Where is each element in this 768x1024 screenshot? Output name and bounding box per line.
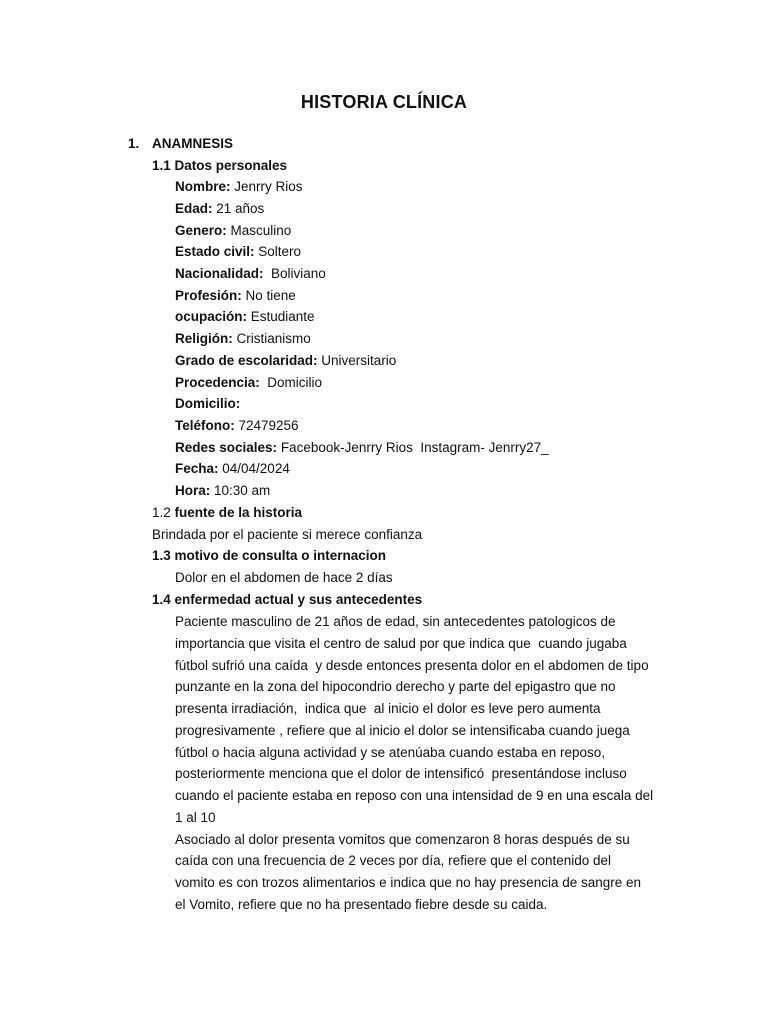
document-title: HISTORIA CLÍNICA xyxy=(300,92,468,112)
field-nacionalidad xyxy=(175,263,326,285)
enfermedad-paragraph xyxy=(175,611,675,916)
field-value: Jenrry Rios xyxy=(230,179,303,194)
paragraph-line: Paciente masculino de 21 años de edad, sin antecedentes patologicos de xyxy=(175,614,616,629)
subsection-heading-motivo: 1.3 motivo de consulta o internacion xyxy=(152,548,387,563)
field-domicilio xyxy=(175,393,240,415)
paragraph-line: cuando el paciente estaba en reposo con una intensidad de 9 en una escala del xyxy=(175,788,654,803)
field-genero xyxy=(175,220,291,242)
paragraph-line: progresivamente , refiere que al inicio el dolor se intensificaba cuando juega xyxy=(175,722,630,738)
subsection-heading-datos-personales: 1.1 Datos personales xyxy=(152,158,288,173)
section-heading-anamnesis: ANAMNESIS xyxy=(152,136,234,151)
field-label: ocupación: xyxy=(175,309,248,324)
field-value: Cristianismo xyxy=(232,331,311,346)
field-label: Genero: xyxy=(175,223,227,238)
section-number: 1. xyxy=(128,136,140,151)
field-value: Facebook-Jenrry Rios Instagram- Jenrry27_ xyxy=(277,440,549,455)
field-value: Estudiante xyxy=(247,309,315,324)
field-religion xyxy=(175,328,311,350)
paragraph-line: vomito es con trozos alimentarios e indica que no hay presencia de sangre en xyxy=(175,875,642,890)
paragraph-line: posteriormente menciona que el dolor de intensificó presentándose incluso xyxy=(175,766,627,782)
field-fecha xyxy=(175,458,290,480)
field-label: Religión: xyxy=(175,331,233,346)
subsection-heading-fuente xyxy=(152,502,302,524)
field-ocupacion xyxy=(175,306,315,328)
field-label: Procedencia: xyxy=(175,375,260,390)
fuente-text: Brindada por el paciente si merece confianza xyxy=(152,527,423,542)
subsection-heading-enfermedad: 1.4 enfermedad actual y sus antecedentes xyxy=(152,592,423,607)
field-procedencia xyxy=(175,372,322,394)
paragraph-line: Asociado al dolor presenta vomitos que comenzaron 8 horas después de su xyxy=(175,831,630,847)
field-label: Redes sociales: xyxy=(175,440,278,455)
field-grado-escolaridad xyxy=(175,350,396,372)
field-value: Masculino xyxy=(226,223,292,238)
paragraph-line: fútbol o hacia alguna actividad y se atenúaba cuando estaba en reposo, xyxy=(175,744,606,760)
subsection-title: fuente de la historia xyxy=(174,505,303,520)
field-label: Teléfono: xyxy=(175,418,235,433)
field-label: Nombre: xyxy=(175,179,231,194)
field-value: Domicilio xyxy=(259,375,323,390)
field-redes-sociales xyxy=(175,437,549,459)
paragraph-line: presenta irradiación, indica que al inicio el dolor es leve pero aumenta xyxy=(175,701,601,716)
field-estado-civil xyxy=(175,241,301,263)
paragraph-line: 1 al 10 xyxy=(175,809,216,825)
field-label: Estado civil: xyxy=(175,244,255,259)
field-label: Domicilio: xyxy=(175,396,241,411)
field-label: Fecha: xyxy=(175,461,219,476)
field-value: No tiene xyxy=(241,288,296,303)
field-label: Grado de escolaridad: xyxy=(175,353,318,368)
paragraph-line: caída con una frecuencia de 2 veces por día, refiere que el contenido del xyxy=(175,853,612,869)
paragraph-line: el Vomito, refiere que no ha presentado fiebre desde su caida. xyxy=(175,896,548,912)
paragraph-line: importancia que visita el centro de salud por que indica que cuando jugaba xyxy=(175,635,627,651)
field-label: Profesión: xyxy=(175,288,242,303)
field-value: Soltero xyxy=(254,244,302,259)
field-label: Nacionalidad: xyxy=(175,266,264,281)
motivo-text: Dolor en el abdomen de hace 2 días xyxy=(175,570,393,585)
field-telefono xyxy=(175,415,299,437)
field-value: 21 años xyxy=(212,201,265,216)
field-nombre xyxy=(175,176,303,198)
field-label: Hora: xyxy=(175,483,211,498)
field-profesion xyxy=(175,285,296,307)
field-value: 04/04/2024 xyxy=(218,461,290,476)
paragraph-line: fútbol sufrió una caída y desde entonces presenta dolor en el abdomen de tipo xyxy=(175,657,649,673)
field-hora xyxy=(175,480,270,502)
field-value: Universitario xyxy=(317,353,397,368)
field-value: Boliviano xyxy=(263,266,326,281)
field-edad xyxy=(175,198,264,220)
field-label: Edad: xyxy=(175,201,213,216)
field-value: 10:30 am xyxy=(210,483,271,498)
field-value: 72479256 xyxy=(234,418,299,433)
subsection-number: 1.2 xyxy=(152,505,175,520)
paragraph-line: punzante en la zona del hipocondrio derecho y parte del epigastro que no xyxy=(175,679,616,695)
